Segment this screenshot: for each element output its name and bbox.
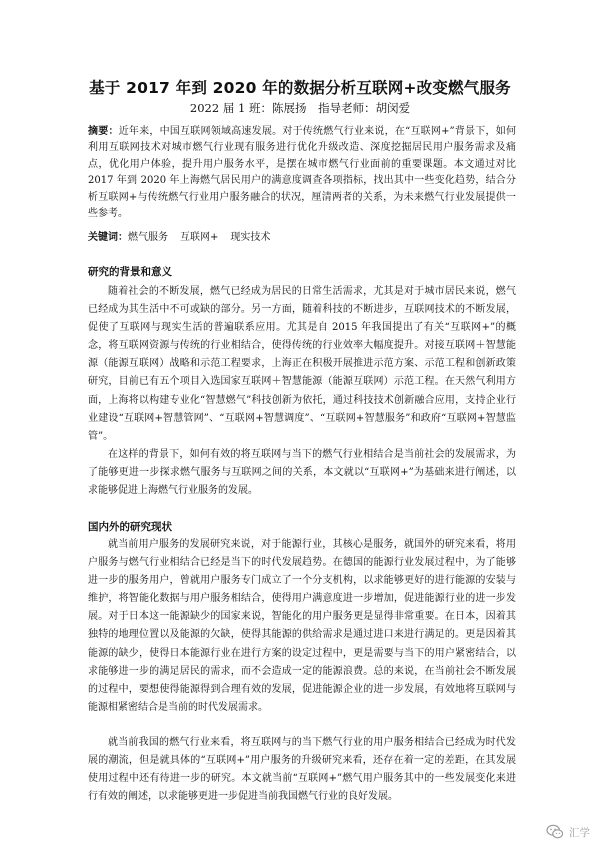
watermark-text: 汇学 (569, 826, 590, 839)
paper-title: 基于 2017 年到 2020 年的数据分析互联网+改变燃气服务 (89, 79, 511, 97)
section-heading-status: 国内外的研究现状 (88, 521, 172, 533)
paragraph: 就当前用户服务的发展研究来说，对于能源行业，其核心是服务，就国外的研究来看，将用户服务与燃气行业相结合已经是当下的时代发展趋势。在德国的能源行业发展过程中，为了能够进一步的服务用户，曾就用户服务专门成立了一个分支机构，以求能够更好的进行能源的安装与维护，将智能化数据与用户服务相结合，使得用户满意度进一步增加，促进能源行业的进一步发展。对于日本这一能源缺少的国家来说，智能化的用户服务更是显得非常重要。在日本，因着其独特的地理位置以及能源的欠缺，使得其能源的供给需求是通过进口来进行满足的。更是因着其能源的缺少，使得日本能源行业在进行方案的设定过程中，更是需要与当下的用户紧密结合，以求能够进一步的满足居民的需求，而不会造成一定的能源浪费。总的来说，在当前社会不断发展的过程中，要想使得能源得到合理有效的发展，促进能源企业的进一步发展，有效地将互联网与能源相紧密结合是当前的时代发展需求。 (88, 539, 516, 713)
wechat-icon (546, 824, 564, 840)
paragraph: 随着社会的不断发展，燃气已经成为居民的日常生活需求，尤其是对于城市居民来说，燃气已经成为其生活中不可或缺的部分。另一方面，随着科技的不断进步，互联网技术的不断发展，促使了互联网与现实生活的普遍联系应用。尤其是自 2015 年我国提出了有关“互联网+”的概念，将互联网资源与传统的行业相结合，使得传统的行业效率大幅度提升。对接互联网＋智慧能源（能源互联网）战略和示范工程要求，上海正在积极开展推进示范方案、示范工程和创新政策研究，目前已有五个项目入选国家互联网＋智慧能源（能源互联网）示范工程。在天然气利用方面，上海将以构建专业化“智慧燃气”科技创新为依托，通过科技技术创新融合应用，支持企业行业建设“互联网+智慧管网”、“互联网+智慧调度”、“互联网+智慧服务”和政府“互联网+智慧监管”。 (88, 286, 516, 442)
byline (0, 100, 600, 116)
author-class: 2022 届 1 班：陈展扬 (189, 101, 307, 115)
paragraph: 在这样的背景下，如何有效的将互联网与当下的燃气行业相结合是当前社会的发展需求，为了能够更进一步探求燃气服务与互联网之间的关系，本文就以“互联网+”为基础来进行阐述，以求能够促进上海燃气行业服务的发展。 (88, 449, 516, 497)
keyword: 互联网+ (180, 232, 219, 243)
advisor: 指导老师：胡闵爱 (318, 101, 411, 115)
watermark (546, 824, 590, 840)
paragraph: 就当前我国的燃气行业来看，将互联网与的当下燃气行业的用户服务相结合已经成为时代发展的潮流，但是就具体的“互联网+”用户服务的升级研究来看，还存在着一定的差距，在其发展使用过程中还有待进一步的研究。本文就当前“互联网+”燃气用户服务其中的一些发展变化来进行有效的阐述，以求能够更进一步促进当前我国燃气行业的良好发展。 (88, 737, 516, 803)
keywords-label: 关键词： (88, 232, 128, 243)
keyword: 燃气服务 (128, 232, 168, 243)
abstract-text: 近年来，中国互联网领域高速发展。对于传统燃气行业来说，在“互联网+”背景下，如何利用互联网技术对城市燃气行业现有服务进行优化升级改造、深度挖掘居民用户服务需求及痛点，优化用户体验，提升用户服务水平，是摆在城市燃气行业面前的重要课题。本文通过对比 2017 年到 2020 年上海燃气居民用户的满意度调查各项指标，找出其中一些变化趋势，结合分析互联网+与传统燃气行业用户服务融合的状况，厘清两者的关系，为未来燃气行业发展提供一些参考。 (88, 126, 516, 220)
section-heading-background: 研究的背景和意义 (88, 266, 172, 278)
keywords (88, 230, 516, 246)
abstract-label: 摘要： (88, 126, 119, 137)
abstract (88, 124, 516, 222)
keyword: 现实技术 (230, 232, 271, 243)
